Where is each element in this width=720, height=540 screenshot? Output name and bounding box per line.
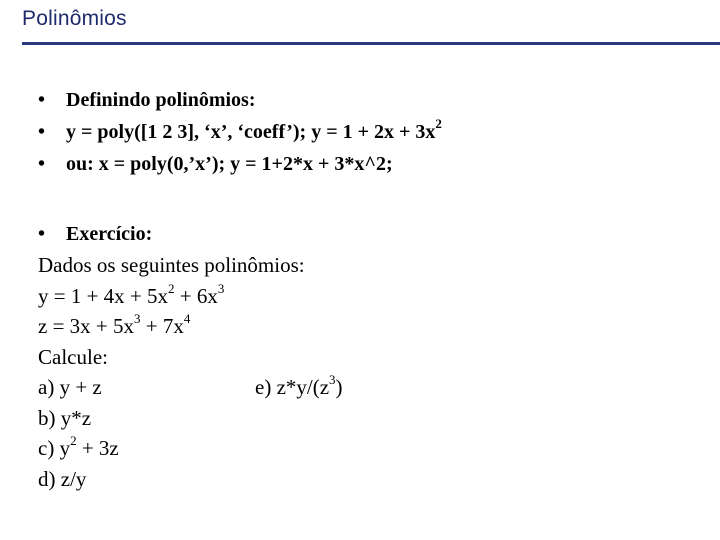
bullet-text: Definindo polinômios: xyxy=(66,89,256,111)
exercise-item-d: d) z/y xyxy=(38,466,87,491)
exponent: 4 xyxy=(183,311,191,326)
item-text: e) z*y/(z xyxy=(255,375,330,399)
definition-list xyxy=(38,84,442,180)
exercise-item-a: a) y + z xyxy=(38,375,102,399)
exercise-item-e xyxy=(255,372,343,403)
exercise-heading: • Exercício: xyxy=(38,218,343,250)
item-text: + 3z xyxy=(76,436,119,460)
exponent: 2 xyxy=(70,433,77,448)
exponent: 3 xyxy=(329,372,336,387)
poly-text: z = 3x + 5x xyxy=(38,314,135,338)
exercise-item-b: b) y*z xyxy=(38,405,92,430)
exercise-row xyxy=(38,372,343,403)
title-divider xyxy=(22,42,720,45)
exercise-intro: Dados os seguintes polinômios: xyxy=(38,253,305,277)
bullet-item xyxy=(38,84,442,116)
page-title: Polinômios xyxy=(22,7,127,30)
poly-text: + 7x xyxy=(140,314,184,338)
bullet-text: y = poly([1 2 3], ‘x’, ‘coeff’); y = 1 + 2x + 3x xyxy=(66,121,436,143)
item-text: ) xyxy=(335,375,343,399)
polynomial-y xyxy=(38,281,343,312)
exponent: 3 xyxy=(217,280,225,296)
item-text: c) y xyxy=(38,436,71,460)
bullet-item xyxy=(38,116,442,148)
exponent: 2 xyxy=(168,280,175,296)
polynomial-z xyxy=(38,311,343,342)
exercise-section xyxy=(38,218,343,494)
exercise-item-c xyxy=(38,433,343,464)
poly-text: y = 1 + 4x + 5x xyxy=(38,283,169,308)
calculate-label: Calcule: xyxy=(38,344,108,369)
poly-text: + 6x xyxy=(174,283,218,308)
exponent: 3 xyxy=(134,311,141,326)
bullet-item xyxy=(38,148,442,180)
exponent: 2 xyxy=(435,116,442,132)
bullet-text: ou: x = poly(0,’x’); y = 1+2*x + 3*x^2; xyxy=(66,153,393,175)
